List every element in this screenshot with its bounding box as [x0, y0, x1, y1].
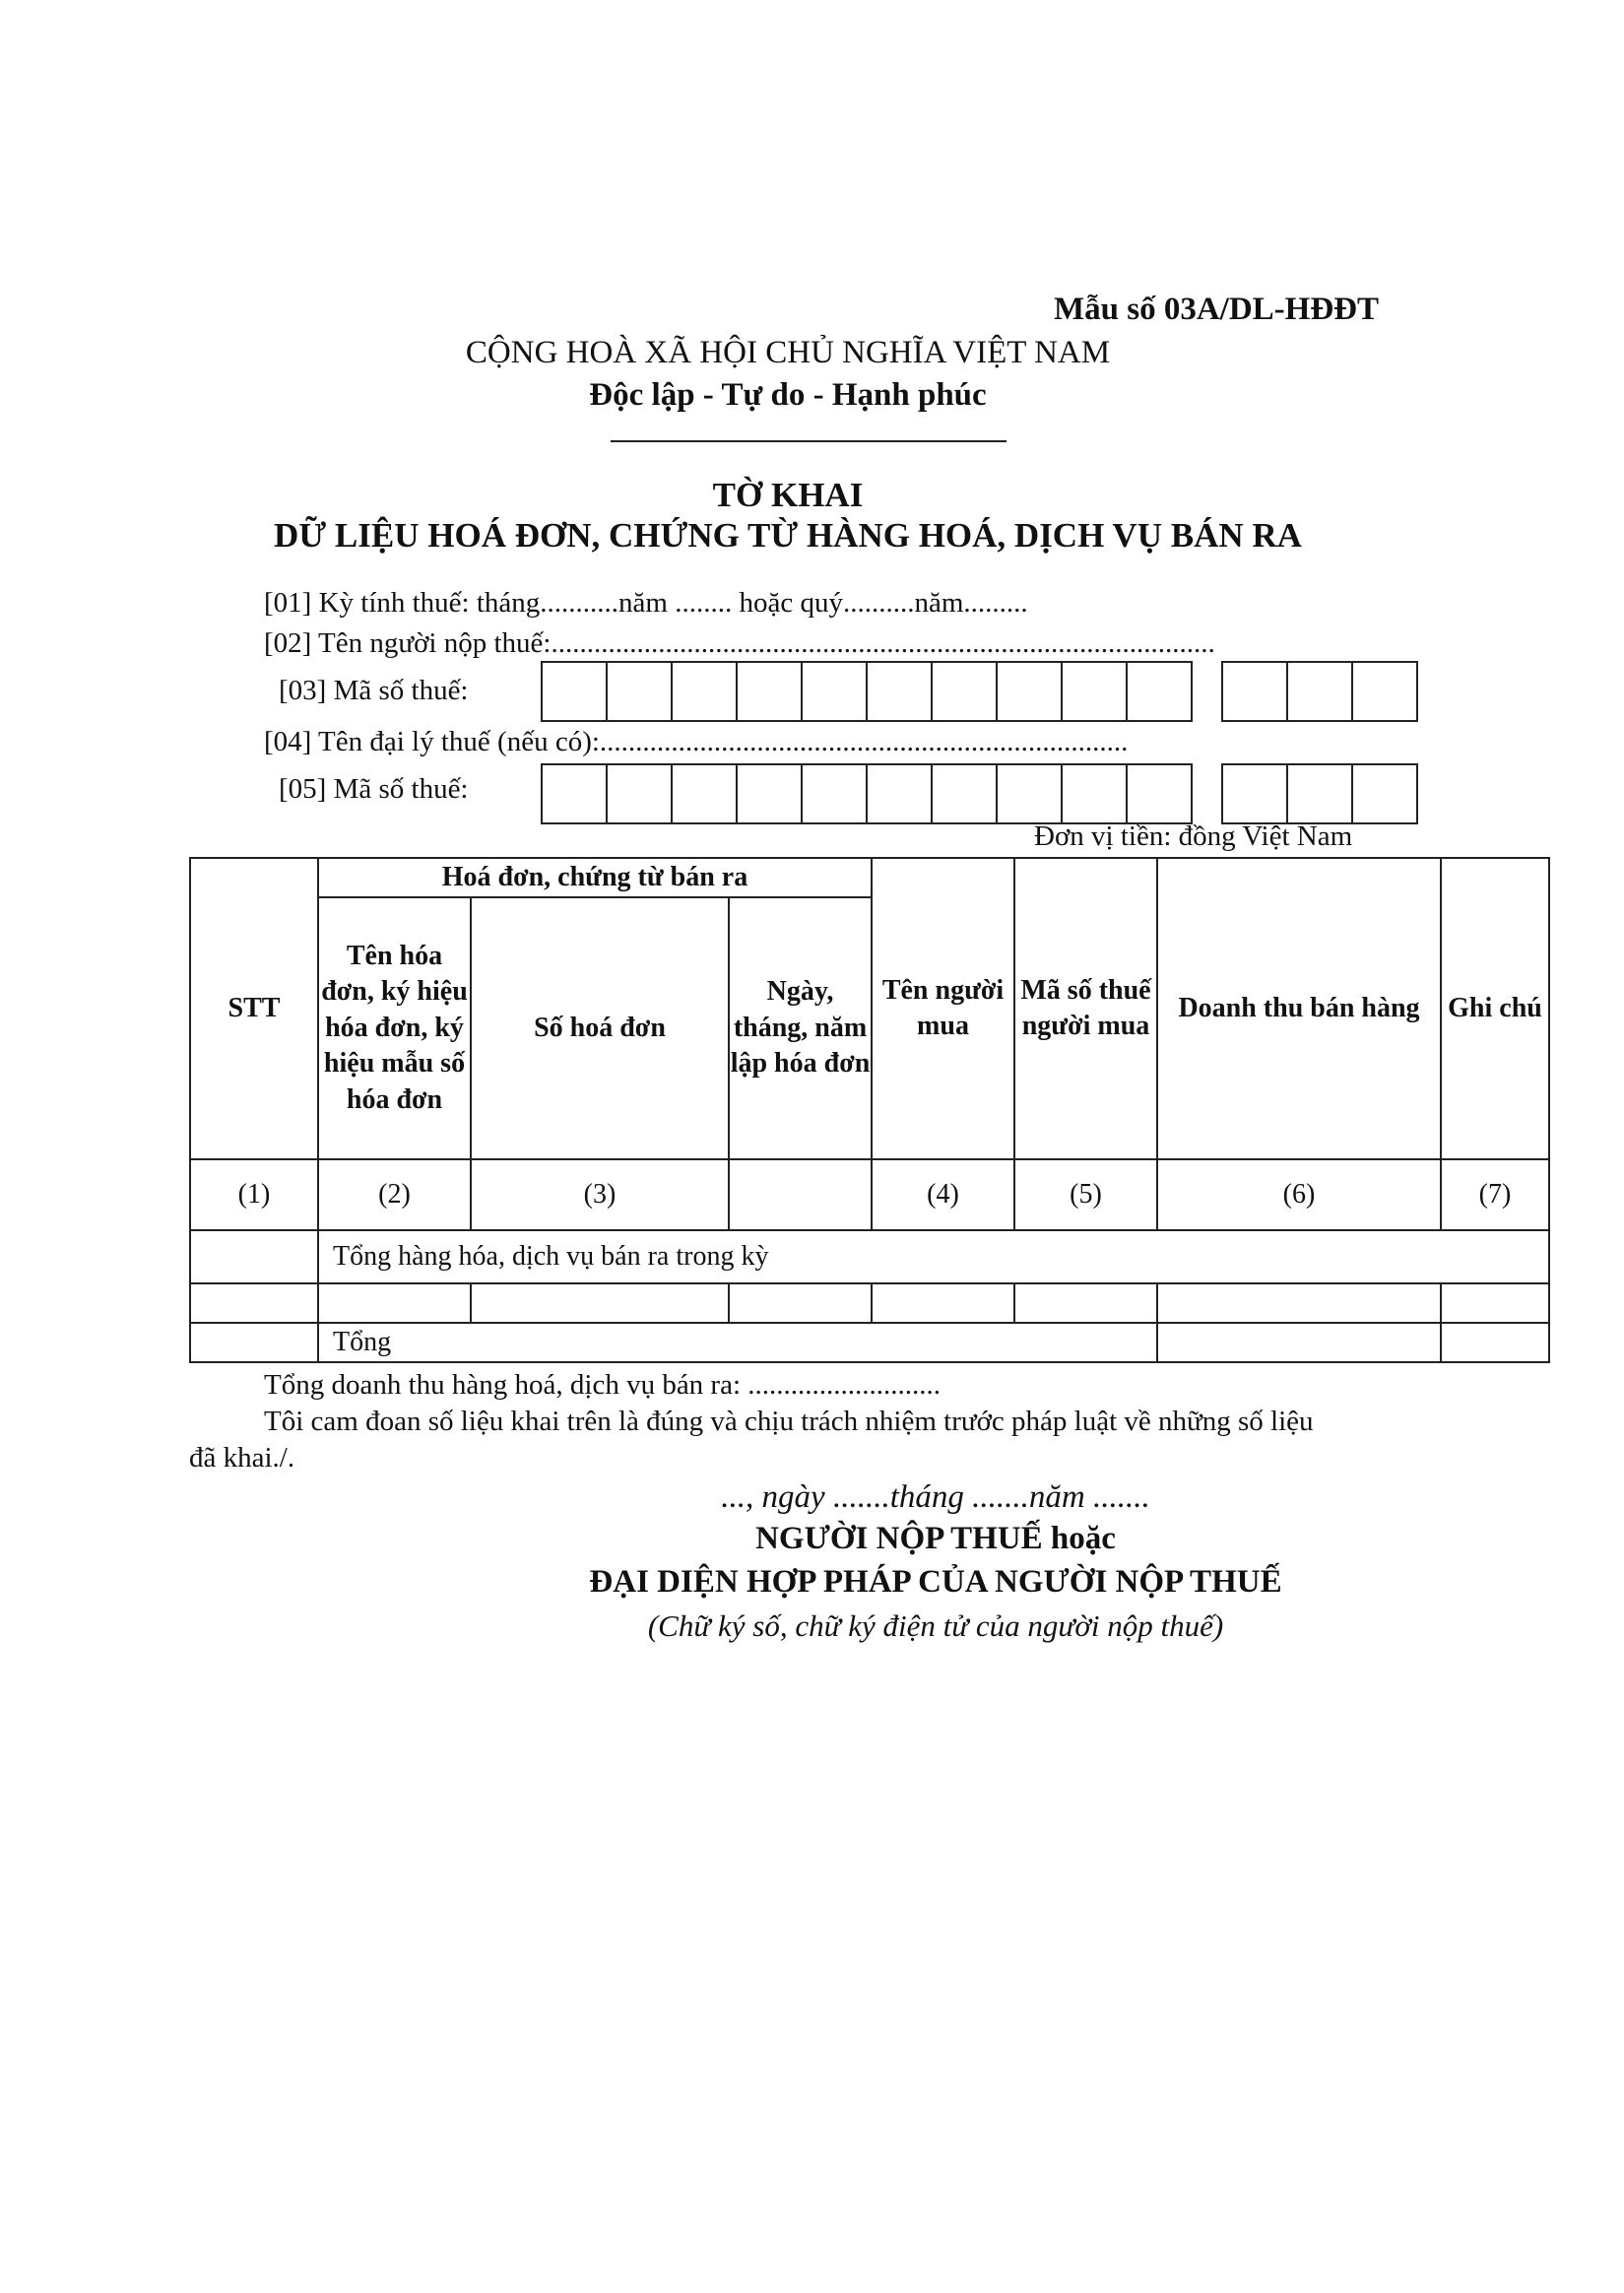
commitment-text: Tôi cam đoan số liệu khai trên là đúng và chịu trách nhiệm trước pháp luật về những số liệu — [264, 1406, 1314, 1437]
field-agent-tax-code-label: [05] Mã số thuế: — [279, 773, 469, 805]
table-cell — [190, 1230, 318, 1283]
col-number-4: (4) — [872, 1159, 1014, 1230]
row-total-label: Tổng — [318, 1323, 1157, 1362]
header-stt: STT — [190, 858, 318, 1159]
signer-title: NGƯỜI NỘP THUẾ hoặc — [755, 1521, 1116, 1556]
header-buyer-tax-code: Mã số thuế người mua — [1014, 858, 1157, 1159]
table-cell[interactable] — [872, 1283, 1014, 1323]
table-cell[interactable] — [729, 1283, 872, 1323]
table-cell — [190, 1323, 318, 1362]
table-cell[interactable] — [318, 1283, 471, 1323]
signing-date: ..., ngày .......tháng .......năm ....... — [721, 1479, 1150, 1515]
document-title: TỜ KHAI — [712, 476, 864, 514]
tax-code-boxes[interactable] — [541, 661, 1193, 722]
col-number-3: (3) — [471, 1159, 729, 1230]
field-taxpayer-name[interactable]: [02] Tên người nộp thuế:............................................................................................. — [264, 627, 1215, 659]
col-number-5: (5) — [1014, 1159, 1157, 1230]
col-number-2: (2) — [318, 1159, 471, 1230]
field-tax-period[interactable]: [01] Kỳ tính thuế: tháng...........năm ........ hoặc quý..........năm......... — [264, 587, 1028, 619]
header-revenue: Doanh thu bán hàng — [1157, 858, 1441, 1159]
agent-tax-code-boxes[interactable] — [541, 763, 1193, 824]
total-revenue-cell[interactable] — [1157, 1323, 1441, 1362]
tax-code-suffix-boxes[interactable] — [1221, 661, 1418, 722]
header-invoice-name: Tên hóa đơn, ký hiệu hóa đơn, ký hiệu mẫu số hóa đơn — [318, 897, 471, 1159]
total-note-cell[interactable] — [1441, 1323, 1549, 1362]
col-number-7: (7) — [1441, 1159, 1549, 1230]
signer-representative: ĐẠI DIỆN HỢP PHÁP CỦA NGƯỜI NỘP THUẾ — [589, 1564, 1282, 1600]
header-invoice-number: Số hoá đơn — [471, 897, 729, 1159]
col-number-1: (1) — [190, 1159, 318, 1230]
col-number-date — [729, 1159, 872, 1230]
table-cell[interactable] — [1014, 1283, 1157, 1323]
agent-tax-code-suffix-boxes[interactable] — [1221, 763, 1418, 824]
national-title: CỘNG HOÀ XÃ HỘI CHỦ NGHĨA VIỆT NAM — [465, 335, 1111, 370]
table-cell[interactable] — [471, 1283, 729, 1323]
total-revenue-line: Tổng doanh thu hàng hoá, dịch vụ bán ra: ........................... — [264, 1369, 942, 1401]
header-invoice-date: Ngày, tháng, năm lập hóa đơn — [729, 897, 872, 1159]
table-row[interactable] — [190, 1283, 1549, 1323]
signature-note: (Chữ ký số, chữ ký điện tử của người nộp thuế) — [647, 1608, 1224, 1643]
form-code: Mẫu số 03A/DL-HĐĐT — [1054, 292, 1380, 327]
commitment-text-end: đã khai./. — [189, 1442, 295, 1474]
field-tax-agent-name[interactable]: [04] Tên đại lý thuế (nếu có):.......................................................................... — [264, 726, 1129, 757]
field-tax-code-label: [03] Mã số thuế: — [279, 675, 469, 706]
currency-unit: Đơn vị tiền: đồng Việt Nam — [1034, 820, 1353, 852]
table-cell[interactable] — [190, 1283, 318, 1323]
row-goods-total-label: Tổng hàng hóa, dịch vụ bán ra trong kỳ — [318, 1230, 1549, 1283]
document-subtitle: DỮ LIỆU HOÁ ĐƠN, CHỨNG TỪ HÀNG HOÁ, DỊCH VỤ BÁN RA — [274, 516, 1302, 555]
header-buyer-name: Tên người mua — [872, 858, 1014, 1159]
table-cell[interactable] — [1441, 1283, 1549, 1323]
col-number-6: (6) — [1157, 1159, 1441, 1230]
header-invoice-group: Hoá đơn, chứng từ bán ra — [318, 858, 872, 897]
national-motto: Độc lập - Tự do - Hạnh phúc — [589, 377, 987, 413]
table-cell[interactable] — [1157, 1283, 1441, 1323]
invoice-data-table — [189, 857, 1550, 1363]
header-note: Ghi chú — [1441, 858, 1549, 1159]
header-divider — [611, 440, 1007, 442]
